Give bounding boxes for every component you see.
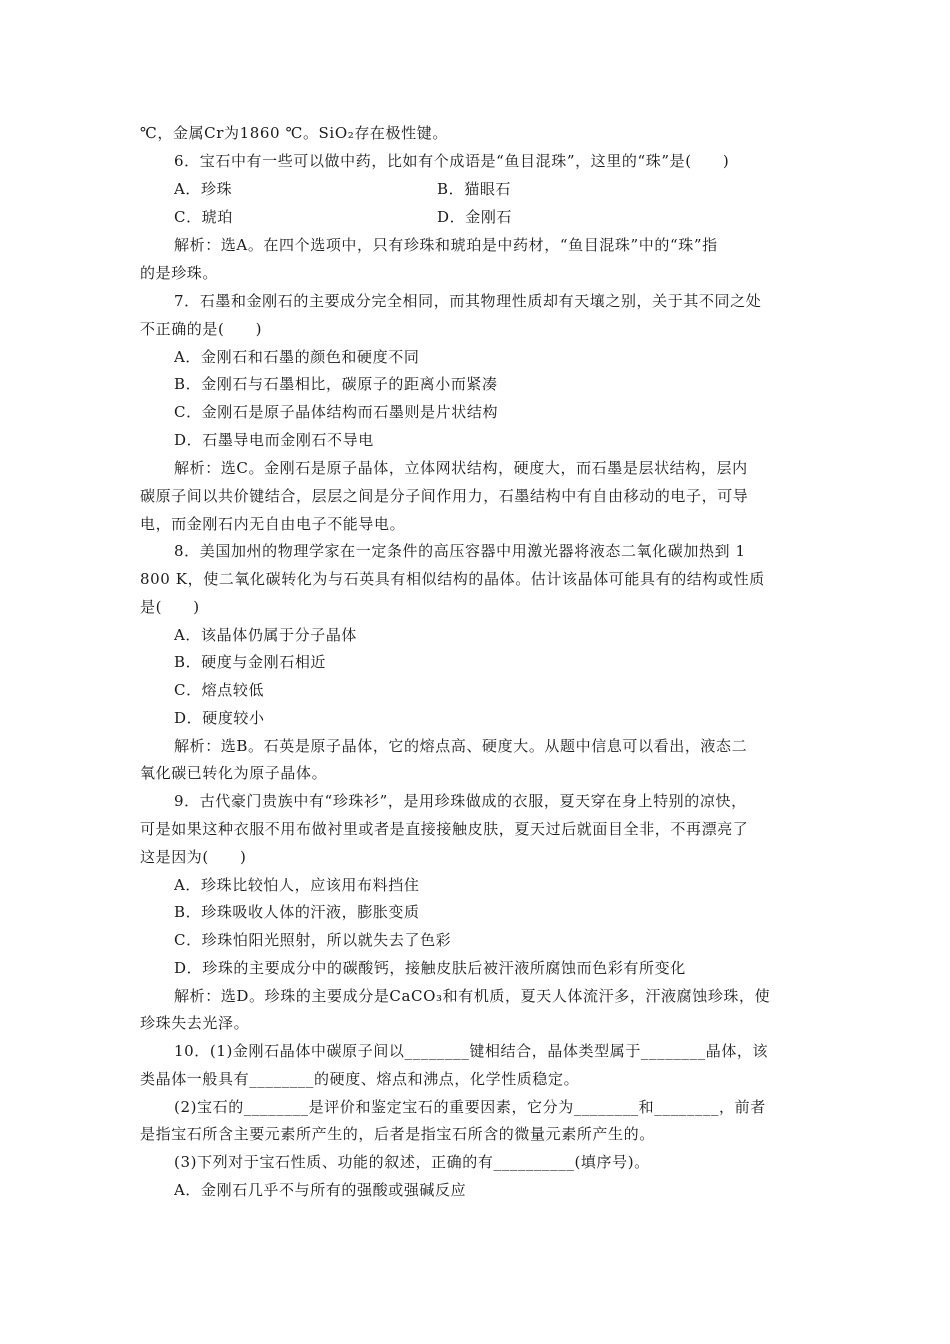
question-9-analysis: 解析：选D。珍珠的主要成分是CaCO₃和有机质，夏天人体流汗多，汗液腐蚀珍珠，使: [174, 987, 771, 1005]
text-line: ℃，金属Cr为1860 ℃。SiO₂存在极性键。: [140, 124, 448, 142]
question-9-option-d: D．珍珠的主要成分中的碳酸钙，接触皮肤后被汗液所腐蚀而色彩有所变化: [174, 959, 686, 977]
question-10-part-2-cont: 是指宝石所含主要元素所产生的，后者是指宝石所含的微量元素所产生的。: [140, 1125, 655, 1143]
question-8-analysis-cont: 氧化碳已转化为原子晶体。: [140, 764, 328, 782]
question-6-stem: 6．宝石中有一些可以做中药，比如有个成语是“鱼目混珠”，这里的“珠”是( ): [174, 152, 730, 170]
question-6-option-d: D．金刚石: [437, 208, 513, 226]
question-10-part-1: 10．(1)金刚石晶体中碳原子间以________键相结合，晶体类型属于________晶体，该: [174, 1042, 769, 1060]
question-7-stem: 7．石墨和金刚石的主要成分完全相同，而其物理性质却有天壤之别，关于其不同之处: [174, 292, 762, 310]
question-10-part-1-cont: 类晶体一般具有________的硬度、熔点和沸点，化学性质稳定。: [140, 1070, 580, 1088]
question-8-stem-cont: 800 K，使二氧化碳转化为与石英具有相似结构的晶体。估计该晶体可能具有的结构或性质: [140, 570, 765, 588]
question-8-option-c: C．熔点较低: [174, 681, 265, 699]
question-10-option-a: A．金刚石几乎不与所有的强酸或强碱反应: [174, 1181, 467, 1199]
question-9-option-a: A．珍珠比较怕人，应该用布料挡住: [174, 876, 420, 894]
question-6-option-b: B．猫眼石: [437, 180, 512, 198]
question-7-option-c: C．金刚石是原子晶体结构而石墨则是片状结构: [174, 403, 499, 421]
question-10-part-3: (3)下列对于宝石性质、功能的叙述，正确的有__________(填序号)。: [174, 1153, 650, 1171]
question-9-stem-cont: 这是因为( ): [140, 848, 247, 866]
question-8-stem: 8．美国加州的物理学家在一定条件的高压容器中用激光器将液态二氧化碳加热到 1: [174, 542, 746, 560]
question-6-analysis-cont: 的是珍珠。: [140, 264, 219, 282]
question-9-analysis-cont: 珍珠失去光泽。: [140, 1014, 250, 1032]
question-8-analysis: 解析：选B。石英是原子晶体，它的熔点高、硬度大。从题中信息可以看出，液态二: [174, 737, 748, 755]
question-9-option-b: B．珍珠吸收人体的汗液，膨胀变质: [174, 903, 420, 921]
question-9-stem: 9．古代豪门贵族中有“珍珠衫”，是用珍珠做成的衣服，夏天穿在身上特别的凉快，: [174, 792, 747, 810]
question-8-option-b: B．硬度与金刚石相近: [174, 653, 327, 671]
question-7-option-a: A．金刚石和石墨的颜色和硬度不同: [174, 348, 420, 366]
question-6-option-c: C．琥珀: [174, 208, 233, 226]
question-7-option-d: D．石墨导电而金刚石不导电: [174, 431, 374, 449]
question-9-option-c: C．珍珠怕阳光照射，所以就失去了色彩: [174, 931, 452, 949]
question-7-stem-cont: 不正确的是( ): [140, 320, 263, 338]
question-7-analysis-cont: 电，而金刚石内无自由电子不能导电。: [140, 515, 406, 533]
question-8-option-d: D．硬度较小: [174, 709, 265, 727]
question-7-analysis-cont: 碳原子间以共价键结合，层层之间是分子间作用力，石墨结构中有自由移动的电子，可导: [140, 487, 749, 505]
question-6-option-a: A．珍珠: [174, 180, 233, 198]
question-8-stem-cont: 是( ): [140, 598, 200, 616]
question-8-option-a: A．该晶体仍属于分子晶体: [174, 626, 358, 644]
question-6-analysis: 解析：选A。在四个选项中，只有珍珠和琥珀是中药材，“鱼目混珠”中的“珠”指: [174, 236, 718, 254]
question-7-option-b: B．金刚石与石墨相比，碳原子的距离小而紧凑: [174, 375, 498, 393]
question-7-analysis: 解析：选C。金刚石是原子晶体，立体网状结构，硬度大，而石墨是层状结构，层内: [174, 459, 748, 477]
question-10-part-2: (2)宝石的________是评价和鉴定宝石的重要因素，它分为________和________，前者: [174, 1098, 766, 1116]
question-9-stem-cont: 可是如果这种衣服不用布做衬里或者是直接接触皮肤，夏天过后就面目全非，不再漂亮了: [140, 820, 749, 838]
